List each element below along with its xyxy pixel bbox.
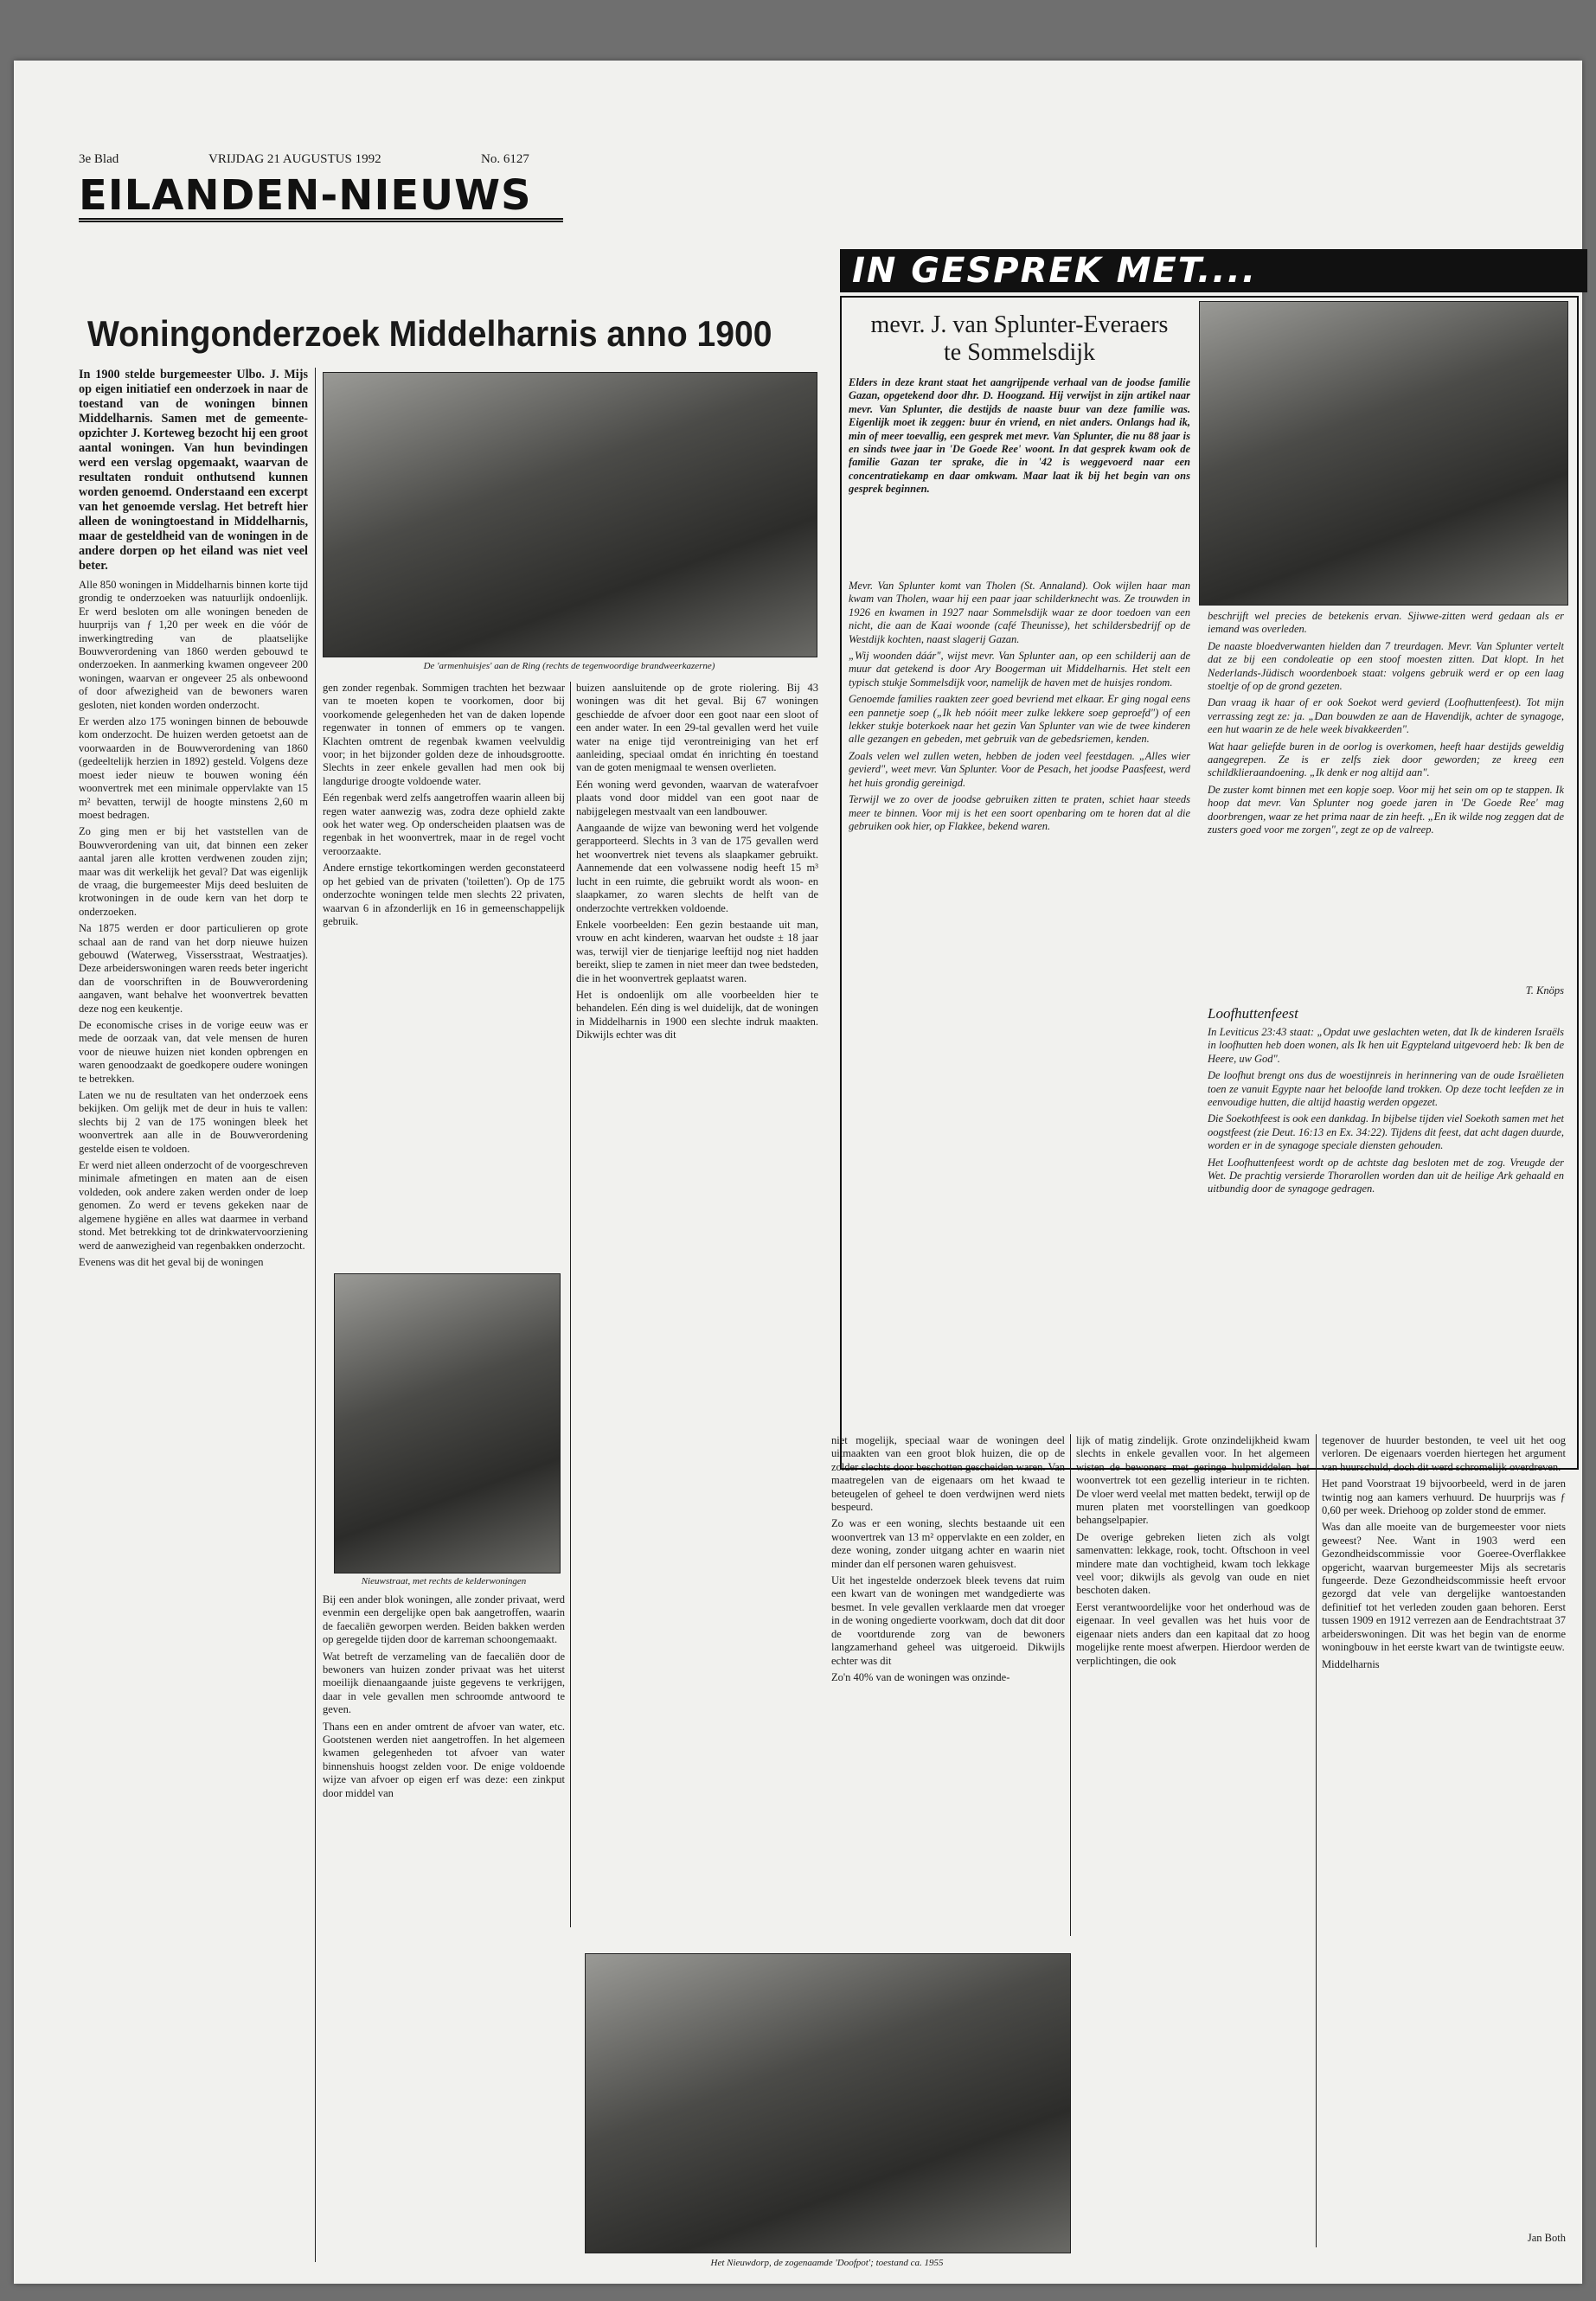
paragraph: Thans een en ander omtrent de afvoer van water, etc. Gootstenen werden niet aangetroffen. In het algemeen kwamen gelegenheden tot afvoer van water binnenshuis hoogst zelden voor. De enige voldoende wijze van afvoer op eigen erf was deze: een zinkput door middel van — [323, 1720, 565, 1799]
interview-author: T. Knöps — [1525, 984, 1564, 997]
paragraph: Wat betreft de verzameling van de faecaliën door de bewoners van huizen zonder privaat was het uiterst moeilijk dienaangaande juiste gegevens te verkrijgen, daar in vele gevallen men schroomde antwoord te geven. — [323, 1650, 565, 1716]
paragraph: De economische crises in de vorige eeuw was er mede de oorzaak van, dat vele mensen de huren voor de nieuwe huizen niet konden opbrengen en waren genoodzaakt de goedkopere oudere woningen te betrekken. — [79, 1019, 308, 1085]
paragraph: niet mogelijk, speciaal waar de woningen deel uitmaakten van een groot blok huizen, die op de zolder slechts door beschotten gescheiden waren. Van maatregelen van de eigenaars om het kwaad te beteugelen of geheel te doen verdwijnen werd niets bespeurd. — [831, 1434, 1065, 1514]
paragraph: Wat haar geliefde buren in de oorlog is overkomen, heeft haar destijds geweldig aangegrepen. Ze is er zelfs ziek door geworden; ze kreeg een schildklieraandoening. „Ik denk er nog altijd aan". — [1208, 740, 1564, 779]
article-column-3 — [576, 682, 818, 1417]
column-rule — [315, 368, 316, 2262]
paragraph: Evenens was dit het geval bij de woningen — [79, 1255, 264, 1268]
paragraph: Zo'n 40% van de woningen was onzinde- — [831, 1670, 1010, 1683]
paragraph: Laten we nu de resultaten van het onderzoek eens bekijken. Om gelijk met de deur in huis te vallen: slechts bij 2 van de 175 woningen bleek het woonvertrek aan alle in de Bouwverordening gestelde eisen te voldoen. — [79, 1089, 308, 1155]
article-column-5 — [1076, 1434, 1310, 2265]
paragraph: Mevr. Van Splunter komt van Tholen (St. Annaland). Ook wijlen haar man kwam van Tholen, waar hij een paar jaar schilderknecht was. Ze trouwden in 1926 en kwamen in 1927 naar Sommelsdijk waar ze door toedoen van een nicht, die aan de Kaai woonde (café Theunisse), het schildersbedrijf op de Westdijk kochten, naast slagerij Gazan. — [849, 580, 1190, 645]
article-place: Middelharnis — [1322, 1657, 1380, 1670]
article-column-2 — [323, 682, 565, 1257]
paragraph: lijk of matig zindelijk. Grote onzindelijkheid kwam slechts in enkele gevallen voor. In het algemeen wisten de bewoners met geringe hulpmiddelen het woonvertrek tot een gezellig interieur in te richten. De vloer werd veelal met matten bedekt, terwijl op de muren platen met voorstellingen van goedkoop behangselpapier. — [1076, 1434, 1310, 1527]
paragraph: De loofhut brengt ons dus de woestijnreis in herinnering van de oude Israëlieten toen ze vanuit Egypte naar het beloofde land trokken. Op deze tocht leefden ze in eenvoudige hutten, die altijd haastig werden opgezet. — [1208, 1069, 1564, 1109]
paragraph: De naaste bloedverwanten hielden dan 7 treurdagen. Mevr. Van Splunter vertelt dat ze bij een condoleatie op een stoof moesten zitten. Dat klopt. In het Nederlands-Jüdisch woordenboek staat: volgens gebruik werd er op een laag stoeltje of op de grond gezeten. — [1208, 639, 1564, 693]
interview-column-left — [849, 580, 1190, 1445]
newspaper-page — [14, 61, 1582, 2284]
paragraph: Zo ging men er bij het vaststellen van de Bouwverordening van uit, dat binnen een zeker aantal jaren alle krotten verdwenen zouden zijn; maar was dit werkelijk het geval? Dat was eigenlijk de vraag, die burgemeester Mijs deed besluiten de krotwoningen in de oude kern van het dorp te onderzoeken. — [79, 825, 308, 918]
interview-lead: Elders in deze krant staat het aangrijpende verhaal van de joodse familie Gazan, opgetekend door dhr. D. Hoogzand. Hij verwijst in zijn artikel naar mevr. Van Splunter, die destijds de naaste buur van deze familie was. Eigenlijk moet ik zeggen: buur én vriend, en niet anders. Onlangs had ik, min of meer toevallig, een gesprek met mevr. Van Splunter, die nu 88 jaar is en sinds twee jaar in 'De Goede Ree' woont. In dat gesprek kwam ook de familie Gazan ter sprake, die in '42 is weggevoerd naar een concentratiekamp en daar omkwam. Maar laat ik bij het begin van ons gesprek beginnen. — [849, 376, 1190, 496]
paragraph: Zo was er een woning, slechts bestaande uit een woonvertrek van 13 m² oppervlakte en een zolder, en deze woning, zonder uitgang achter en waarin niet minder dan elf personen waren gehuisvest. — [831, 1517, 1065, 1570]
paragraph: Uit het ingestelde onderzoek bleek tevens dat ruim een kwart van de woningen met wandgedierte was besmet. In vele gevallen verklaarde men dat vroeger in de woning ongedierte voorkwam, doch dat dit door de voortdurende zorg van de bewoners langzamerhand geheel was uitgeroeid. Dikwijls echter was dit — [831, 1574, 1065, 1667]
column-rule — [570, 682, 571, 1927]
newspaper-logo: EILANDEN-NIEUWS — [79, 173, 563, 222]
paragraph: Genoemde families raakten zeer goed bevriend met elkaar. Er ging nogal eens een pannetje soep („Ik heb nóóit meer zulke lekkere soep geproefd") of een lekker stukje boterkoek naar het gezin Van Splunter van wie de twee kinderen alle gezangen en gebeden, met gebruik van de gebedsriemen, kenden. — [849, 693, 1190, 746]
interview-banner: IN GESPREK MET.... — [840, 249, 1587, 292]
paragraph: beschrijft wel precies de betekenis ervan. Sjiwwe-zitten werd gedaan als er iemand was overleden. — [1208, 610, 1564, 636]
article-column-6 — [1322, 1434, 1566, 2213]
photo-caption: Nieuwstraat, met rechts de kelderwoningen — [361, 1576, 527, 1586]
paragraph: Na 1875 werden er door particulieren op grote schaal aan de rand van het dorp nieuwe huizen gebouwd (Waterweg, Vissersstraat, Westraatjes). Deze arbeiderswoningen waren reeds beter ingericht dan de voorschriften in de Bouwverordening aangaven, want behalve het woonvertrek bevatten deze nog een keukentje. — [79, 922, 308, 1015]
interview-column-right — [1208, 610, 1564, 973]
paragraph: Terwijl we zo over de joodse gebruiken zitten te praten, schiet haar steeds meer te binnen. Voor mij is het een soort openbaring om te horen dat al die gebruiken ook hier, op Flakkee, bekend waren. — [849, 793, 1190, 832]
paragraph: Alle 850 woningen in Middelharnis binnen korte tijd grondig te onderzoeken was natuurlijk ondoenlijk. Er werd besloten om alle woningen beneden de huurprijs van ƒ 1,20 per week en die vóór de inwerkingtreding van de plaatselijke Bouwverordening van 1860 werden gebouwd te onderzoeken. In aanmerking kwamen ongeveer 200 woningen, waarvan er ongeveer 25 als onbewoond of door afwezigheid van de bewoners waren gesloten, niet konden worden onderzocht. — [79, 579, 308, 711]
article-column-2b — [323, 1593, 565, 2234]
photo-nieuwstraat — [334, 1273, 561, 1574]
paragraph: „Wij woonden dáár", wijst mevr. Van Splunter aan, op een schilderij aan de muur dat getekend is door Ary Boogerman uit Middelharnis. Het stelt een typisch stukje Sommelsdijk voor, namelijk de haven met de huisjes rondom. — [849, 650, 1190, 689]
paragraph: De overige gebreken lieten zich als volgt samenvatten: lekkage, rook, tocht. Oftschoon in veel mindere mate dan vochtigheid, kwam toch lekkage veel voor; dikwijls als gevolg van oude en niet beschoten daken. — [1076, 1530, 1310, 1597]
paragraph: Het Loofhuttenfeest wordt op de achtste dag besloten met de zog. Vreugde der Wet. De prachtig versierde Thorarollen worden dan uit de heilige Ark gehaald en uitbundig door de synagoge gedragen. — [1208, 1156, 1564, 1195]
paragraph: Er werden alzo 175 woningen binnen de bebouwde kom onderzocht. De huizen werden getoetst aan de voorwaarden in de Bouwverordening van 1860 (gedeeltelijk herzien in 1892) gesteld. Volgens deze moest ieder nieuw te bouwen woning één woonvertrek met een minimale oppervlakte van 15 m² bevatten, terwijl de hoogte minstens 2,60 m moest bedragen. — [79, 715, 308, 821]
paragraph: Eerst verantwoordelijke voor het onderhoud was de eigenaar. In veel gevallen was het huis voor de eigenaar niets anders dan een kapitaal dat zo hoog mogelijke rente moest afwerpen. Hierdoor werden de verplichtingen, die ook — [1076, 1600, 1310, 1667]
paragraph: Bij een ander blok woningen, alle zonder privaat, werd evenmin een dergelijke open bak aangetroffen, waarin de faecaliën geworpen werden. Beiden bakken werden op geregelde tijden door de karreman schoongemaakt. — [323, 1593, 565, 1646]
paragraph: tegenover de huurder bestonden, te veel uit het oog verloren. De eigenaars voerden hiertegen het argument van huurschuld, doch dit werd schromelijk overdreven. — [1322, 1434, 1566, 1473]
article-signature: Jan Both — [1527, 2232, 1566, 2244]
paragraph: Eén woning werd gevonden, waarvan de waterafvoer plaats vond door middel van een goot naar de nabijgelegen mestvaalt van een landbouwer. — [576, 778, 818, 817]
photo-caption: Het Nieuwdorp, de zogenaamde 'Doofpot'; toestand ca. 1955 — [710, 2258, 944, 2268]
photo-armenhuisjes — [323, 372, 817, 657]
paragraph: Die Soekothfeest is ook een dankdag. In bijbelse tijden viel Soekoth samen met het oogstfeest (zie Deut. 16:13 en Ex. 34:22). Tijdens dit feest, dat acht dagen duurde, worden er in de synagoge speciale diensten gehouden. — [1208, 1112, 1564, 1152]
article-column-4 — [831, 1434, 1065, 1940]
paragraph: Zoals velen wel zullen weten, hebben de joden veel feestdagen. „Alles wier gevierd", weet mevr. Van Splunter. Voor de Pesach, het joodse Paasfeest, werd het huis grondig gereinigd. — [849, 749, 1190, 789]
column-rule — [1070, 1434, 1071, 1936]
photo-mevr-van-splunter — [1199, 301, 1568, 606]
paragraph: Het pand Voorstraat 19 bijvoorbeeld, werd in de jaren twintig nog aan kamers verhuurd. De huurprijs was ƒ 0,60 per week. Driehoog op zolder stond de emmer. — [1322, 1477, 1566, 1517]
interviewee-place: te Sommelsdijk — [944, 339, 1095, 366]
paragraph: Was dan alle moeite van de burgemeester voor niets geweest? Nee. Want in 1903 werd een Gezondheidscommissie voor Goeree-Overflakkee opgericht, waarvan burgemeester Mijs als secretaris fungeerde. Deze Gezondheidscommissie heeft ervoor gezorgd dat vele van dergelijke wantoestanden definitief tot het verleden zouden gaan behoren. Eerst tussen 1909 en 1912 verrezen aan de Eendrachtstraat 37 arbeiderswoningen. Dit was het begin van de enorme woningbouw in het eerste kwart van de twintigste eeuw. — [1322, 1521, 1566, 1654]
paragraph: Er werd niet alleen onderzocht of de voorgeschreven minimale afmetingen en maten aan de eisen voldeden, ook andere zaken werden onder de loep genomen. Zo werd er tevens gekeken naar de algemene hygiëne en alles wat daarmee in verband stond. Met betrekking tot de drinkwatervoorziening werd de aanwezigheid van regenbakken onderzocht. — [79, 1159, 308, 1252]
paragraph: gen zonder regenbak. Sommigen trachten het bezwaar van te moeten kopen te voorkomen, door bij voorkomende gelegenheden het van de daken lopende regenwater in tonnen of emmers op te vangen. Klachten omtrent de regenbak kwamen veelvuldig voor; in het bijzonder golden deze de inhoudsgrootte. Slechts in zeer enkele gevallen had men ook bij langdurige droogte voldoende water. — [323, 682, 565, 787]
article-column-1 — [79, 368, 308, 2284]
box-title: Loofhuttenfeest — [1208, 1005, 1298, 1022]
paragraph: Dan vraag ik haar of er ook Soekot werd gevierd (Loofhuttenfeest). Tot mijn verrassing zegt ze: ja. „Dan bouwden ze aan de Havendijk, achter de synagoge, een hut waarin ze de hele week bivakkeerden". — [1208, 696, 1564, 736]
interviewee-name: mevr. J. van Splunter-Everaers — [870, 311, 1169, 338]
paragraph: Andere ernstige tekortkomingen werden geconstateerd op het gebied van de privaten ('toiletten'). Op de 175 onderzochte woningen telde men slechts 22 privaten, waarvan 6 in afzonderlijk en 16 in gemeenschappelijk gebruik. — [323, 862, 565, 927]
column-rule — [1316, 1434, 1317, 2247]
page-number: 3e Blad — [79, 152, 119, 166]
issue-number: No. 6127 — [481, 152, 529, 166]
paragraph: Aangaande de wijze van bewoning werd het volgende gerapporteerd. Slechts in 3 van de 175 gevallen werd het woonvertrek niet tevens als slaapkamer gebruikt. Aannemende dat een volwassene nodig heeft 15 m³ lucht in een ruimte, die gebruikt wordt als woon- en slaapkamer, zo waren slechts de helft van de onderzochte vertrekken voldoende. — [576, 822, 818, 914]
photo-caption: De 'armenhuisjes' aan de Ring (rechts de tegenwoordige brandweerkazerne) — [423, 661, 715, 671]
paragraph: De zuster komt binnen met een kopje soep. Voor mij het sein om op te stappen. Ik hoop dat mevr. Van Splunter nog goede jaren in 'De Goede Ree' mag doorbrengen, waar ze het prima naar de zin heeft. „En ik wilde nog zeggen dat de zusters goed voor me zorgen", zegt ze op de valreep. — [1208, 783, 1564, 836]
paragraph: In Leviticus 23:43 staat: „Opdat uwe geslachten weten, dat Ik de kinderen Israëls in loofhutten heb doen wonen, als Ik hen uit Egypteland uitgevoerd heb: Ik ben de Heere, uw God". — [1208, 1026, 1564, 1065]
article-lead: In 1900 stelde burgemeester Ulbo. J. Mijs op eigen initiatief een onderzoek in naar de toestand van de woningen binnen Middelharnis. Samen met de gemeente-opzichter J. Korteweg bezocht hij een groot aantal woningen. Van hun bevindingen werd een verslag opgemaakt, waarvan de resultaten ronduit onthutsend kunnen worden genoemd. Onderstaand een excerpt van het genoemde verslag. Het betreft hier alleen de woningtoestand in Middelharnis, maar de gesteldheid van de woningen in de andere dorpen op het eiland was niet veel beter. — [79, 368, 308, 573]
box-text — [1208, 1026, 1564, 1458]
paragraph: Het is ondoenlijk om alle voorbeelden hier te behandelen. Eén ding is wel duidelijk, dat de woningen in Middelharnis in 1900 een slechte indruk maakten. Dikwijls echter was dit — [576, 988, 818, 1042]
issue-date: VRIJDAG 21 AUGUSTUS 1992 — [208, 152, 381, 166]
article-headline: Woningonderzoek Middelharnis anno 1900 — [87, 313, 772, 354]
photo-nieuwdorp — [585, 1953, 1071, 2253]
paragraph: buizen aansluitende op de grote riolering. Bij 43 woningen was dit het geval. Bij 67 woningen geschiedde de afvoer door een goot naar een sloot of een ander water. In een 29-tal gevallen werd het vuile water na enige tijd verontreiniging van het erf aanleiding, speciaal omdat én inrichting én toestand van de goten menigmaal te wensen overlieten. — [576, 682, 818, 774]
paragraph: Eén regenbak werd zelfs aangetroffen waarin alleen bij regen water aanwezig was, zodra deze ophield zakte ook het water weg. Op onderscheiden plaatsen was de regenbak in het woonvertrek, maar in de regel vocht veroorzaakte. — [323, 792, 565, 857]
paragraph: Enkele voorbeelden: Een gezin bestaande uit man, vrouw en acht kinderen, waarvan het oudste ± 18 jaar was, terwijl vier de tienjarige leeftijd nog niet hadden bereikt, sliep te zamen in niet meer dan twee bedsteden, die in het woonvertrek geplaatst waren. — [576, 918, 818, 984]
